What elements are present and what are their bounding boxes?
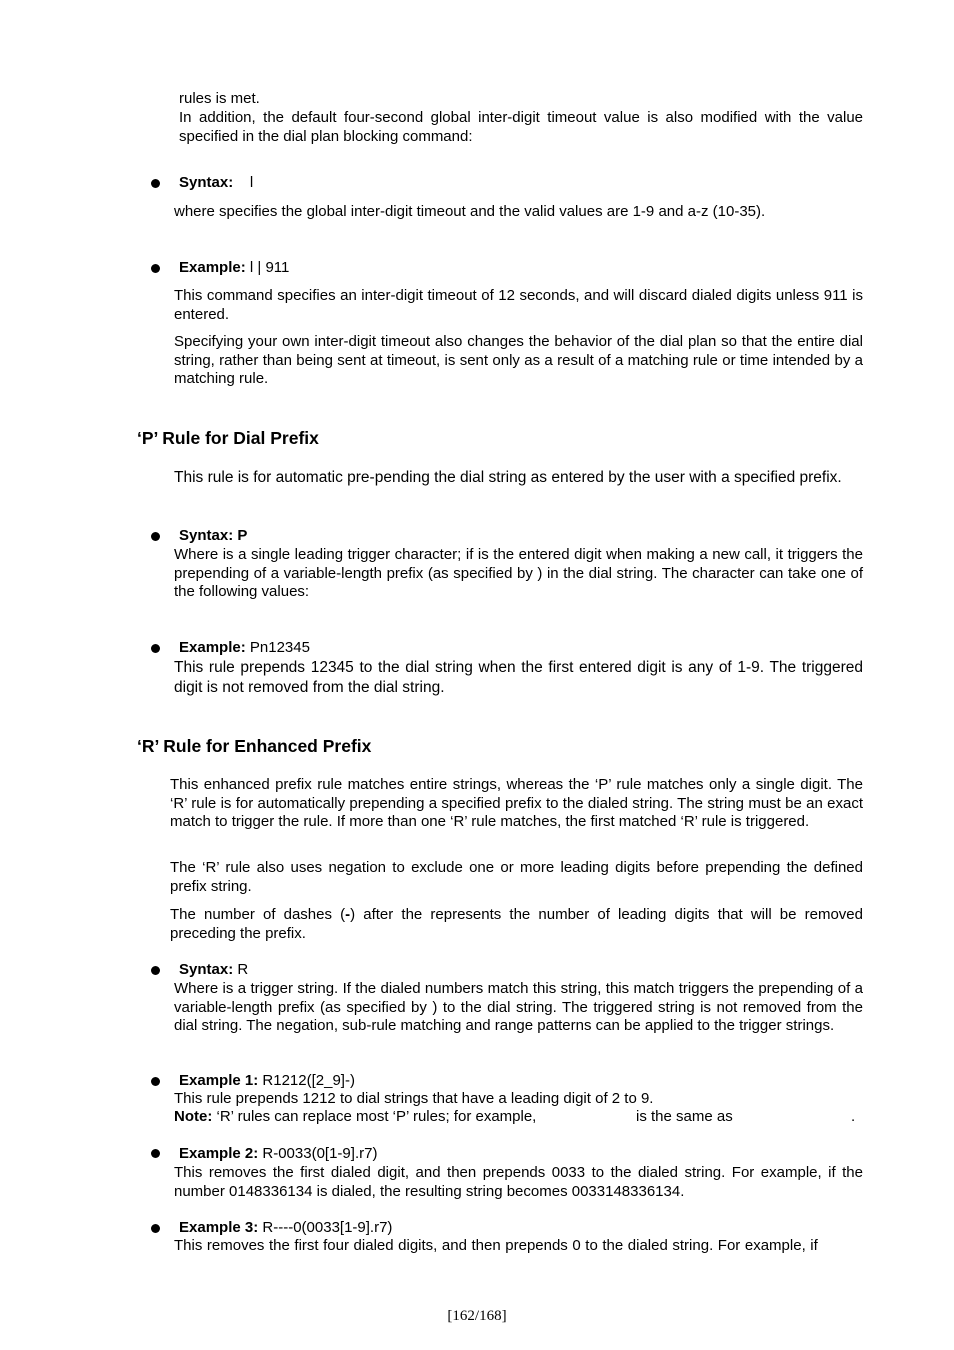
i-example-desc-2: Specifying your own inter-digit timeout also changes the behavior of the dial plan so that the entire dial string, rather than being sent at timeout, is sent only as a result of a matching rule or time intended by a matching rule. xyxy=(174,333,863,387)
i-syntax-label: Syntax: xyxy=(179,174,234,191)
r-para3-dash: - xyxy=(345,906,351,923)
r-syntax-desc: Where is a trigger string. If the dialed numbers match this string, this match triggers the prepending of a variable-length prefix (as specified by ) to the dial string. The triggered string is not removed from the dial string. The negation, sub-rule matching and range patterns can be applied to the trigger strings. xyxy=(174,980,863,1034)
i-example-label: Example: xyxy=(179,259,246,276)
p-rule-intro: This rule is for automatic pre-pending the dial string as entered by the user with a specified prefix. xyxy=(174,469,842,486)
p-example-desc: This rule prepends 12345 to the dial string when the first entered digit is any of 1-9. The triggered digit is not removed from the dial string. xyxy=(174,659,863,696)
bullet-icon xyxy=(151,1224,160,1233)
r-ex3-value: R----0(0033[1-9].r7) xyxy=(262,1219,393,1236)
bullet-icon xyxy=(151,966,160,975)
r-ex1-note-a: ‘R’ rules can replace most ‘P’ rules; for example, xyxy=(216,1108,537,1125)
r-rule-para-1: This enhanced prefix rule matches entire strings, whereas the ‘P’ rule matches only a single digit. The ‘R’ rule is for automatically prepending a specified prefix to the dialed string. The string must be an exact match to trigger the rule. If more than one ‘R’ rule matches, the first matched ‘R’ rule is triggered. xyxy=(170,776,863,830)
r-ex1-note-c: . xyxy=(851,1108,856,1125)
r-para3-post: ) after the represents the number of leading digits that will be removed preceding the prefix. xyxy=(170,906,863,942)
p-syntax xyxy=(179,527,247,545)
bullet-icon xyxy=(151,1149,160,1158)
r-ex3-desc: This removes the first four dialed digits, and then prepends 0 to the dialed string. For example, if xyxy=(174,1237,818,1254)
page-number: [162/168] xyxy=(447,1308,507,1324)
bullet-icon xyxy=(151,264,160,273)
i-syntax xyxy=(179,174,253,192)
r-ex1-note-b: is the same as xyxy=(636,1108,733,1125)
r-ex2-desc: This removes the first dialed digit, and then prepends 0033 to the dialed string. For example, if the number 0148336134 is dialed, the resulting string becomes 0033148336134. xyxy=(174,1164,863,1200)
i-example-desc-1: This command specifies an inter-digit timeout of 12 seconds, and will discard dialed digits unless 911 is entered. xyxy=(174,287,863,323)
r-ex1-desc: This rule prepends 1212 to dial strings that have a leading digit of 2 to 9. xyxy=(174,1090,654,1107)
p-example-label: Example: xyxy=(179,639,246,656)
bullet-icon xyxy=(151,644,160,653)
r-syntax-value: R xyxy=(237,961,249,978)
r-syntax xyxy=(179,961,248,979)
r-ex2-label: Example 2: xyxy=(179,1145,259,1162)
i-syntax-value: l xyxy=(249,174,254,191)
bullet-icon xyxy=(151,1077,160,1086)
r-ex1-value: R1212([2_9]-) xyxy=(262,1072,355,1089)
r-ex3-label: Example 3: xyxy=(179,1219,259,1236)
p-syntax-desc: Where is a single leading trigger character; if is the entered digit when making a new call, it triggers the prepending of a variable-length prefix (as specified by ) in the dial string. The character can take one of the following values: xyxy=(174,546,863,600)
r-example-2 xyxy=(179,1145,377,1163)
p-syntax-label: Syntax: P xyxy=(179,527,248,544)
p-rule-heading: ‘P’ Rule for Dial Prefix xyxy=(137,428,319,448)
bullet-icon xyxy=(151,179,160,188)
i-where-text: where specifies the global inter-digit timeout and the valid values are 1-9 and a-z (10-35). xyxy=(174,203,766,220)
r-para3-pre: The number of dashes ( xyxy=(170,906,346,923)
bullet-icon xyxy=(151,532,160,541)
r-rule-para-2: The ‘R’ rule also uses negation to exclude one or more leading digits before prepending the defined prefix string. xyxy=(170,859,863,895)
r-ex1-label: Example 1: xyxy=(179,1072,259,1089)
r-syntax-label: Syntax: xyxy=(179,961,234,978)
r-ex2-value: R-0033(0[1-9].r7) xyxy=(262,1145,378,1162)
r-example-1 xyxy=(179,1072,355,1090)
p-example xyxy=(179,639,310,657)
r-ex1-note-label: Note: xyxy=(174,1108,213,1125)
r-rule-para-3 xyxy=(170,906,863,943)
i-example xyxy=(179,259,289,277)
intro-paragraph: In addition, the default four-second global inter-digit timeout value is also modified with the value specified in the dial plan blocking command: xyxy=(179,109,863,145)
r-ex1-note xyxy=(174,1108,863,1126)
p-example-value: Pn12345 xyxy=(249,639,310,656)
r-example-3 xyxy=(179,1219,392,1237)
r-rule-heading: ‘R’ Rule for Enhanced Prefix xyxy=(137,736,372,756)
intro-line: rules is met. xyxy=(179,90,260,107)
i-example-value: l | 911 xyxy=(249,259,290,276)
